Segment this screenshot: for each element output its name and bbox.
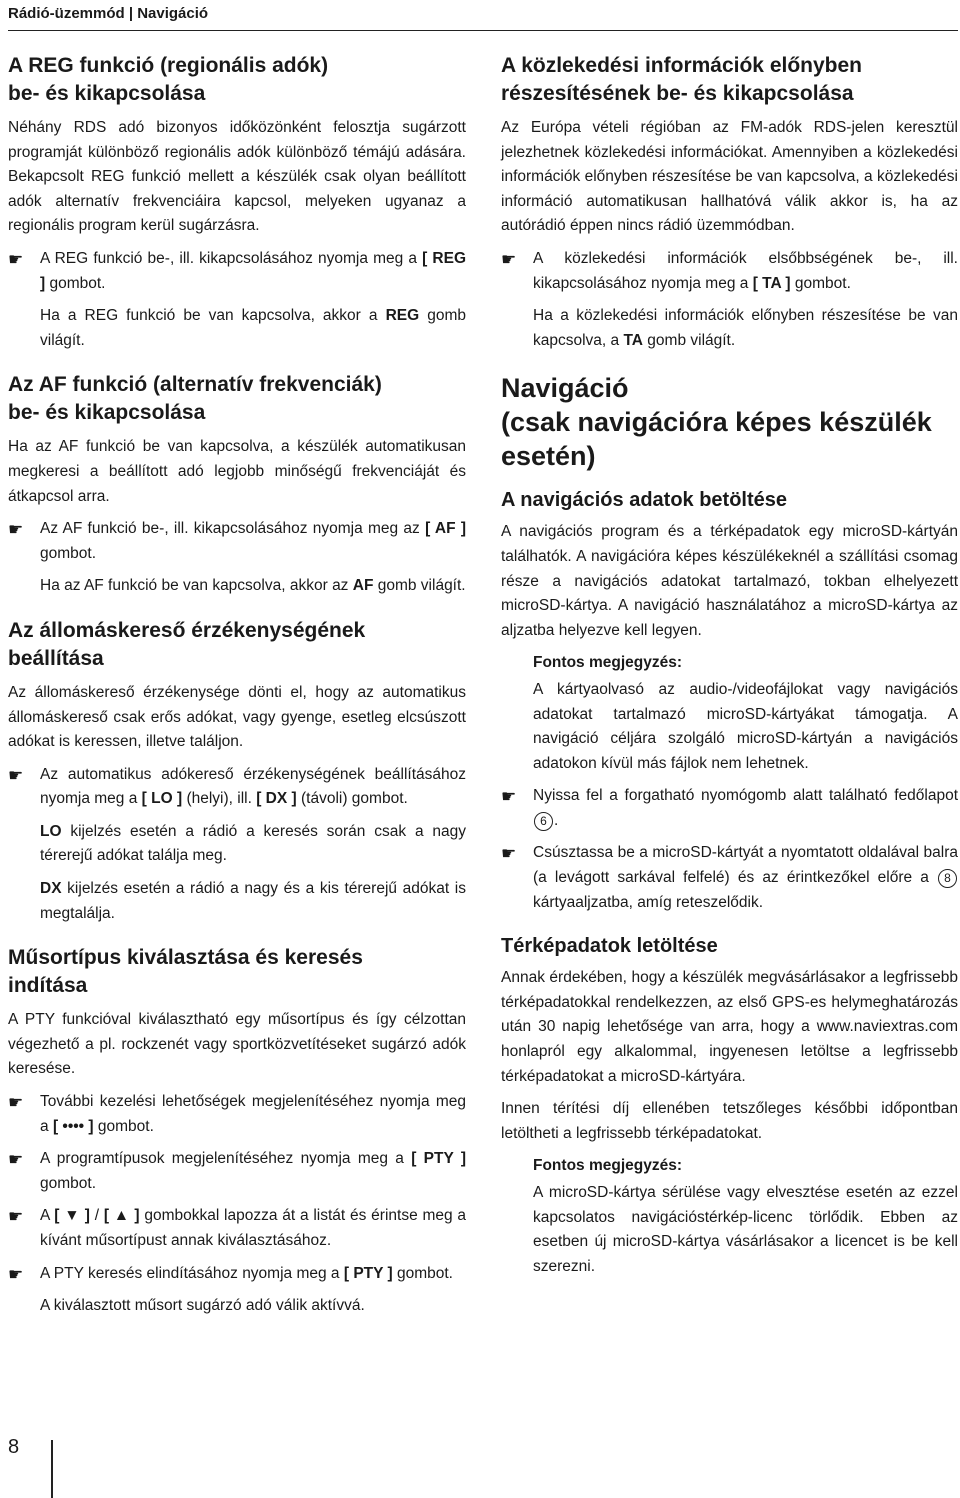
pointing-hand-icon: ☛ — [501, 787, 517, 807]
af-button-label: [ AF ] — [425, 520, 466, 538]
section-pty — [8, 944, 466, 1319]
reg-button-label: [ REG ] — [40, 249, 466, 292]
pointing-hand-icon: ☛ — [8, 249, 24, 269]
section-title: A REG funkció (regionális adók) be- és kikapcsolása — [8, 54, 329, 105]
paragraph: Innen térítési díj ellenében tetszőleges későbbi időpontban letöltheti a legfrissebb térképadatokat. — [501, 1100, 958, 1142]
section-title: Az AF funkció (alternatív frekvenciák) be- és kikapcsolása — [8, 373, 382, 425]
instruction-step: ☛ A REG funkció be-, ill. kikapcsolásához nyomja meg a [ REG ] gombot. — [8, 249, 466, 292]
instruction-step: ☛ A PTY keresés elindításához nyomja meg a [ PTY ] gombot. — [8, 1262, 466, 1287]
paragraph: Az Európa vételi régióban az FM-adók RDS-jelen keresztül jelezhetnek közlekedési információkat. Amennyiben a közlekedési információk előnyben részesítése be van kapcsolva, a közlekedési információ automatikusan hallhatóvá válik akkor is, ha az autórádió éppen nincs rádió üzemmódban. — [501, 119, 958, 235]
section-traffic-info — [501, 52, 958, 353]
step-note: Ha a REG funkció be van kapcsolva, akkor a REG gomb világít. — [40, 307, 466, 349]
instruction-step: ☛ A [ ▼ ] / [ ▲ ] gombokkal lapozza át a listát és érintse meg a kívánt műsortípust annak kiválasztásához. — [8, 1207, 467, 1249]
ta-button-label: [ TA ] — [752, 274, 791, 292]
instruction-step: ☛ Az automatikus adókereső érzékenységének beállításához nyomja meg a [ LO ] (helyi), ill. [ DX ] (távoli) gombot. — [8, 765, 466, 808]
note-heading: Fontos megjegyzés: — [533, 1157, 682, 1175]
instruction-step: ☛ Az AF funkció be-, ill. kikapcsolásához nyomja meg az [ AF ] gombot. — [8, 520, 466, 562]
step-note: A kiválasztott műsort sugárzó adó válik aktívvá. — [40, 1297, 365, 1315]
page-number: 8 — [8, 1436, 20, 1458]
step-note: LO kijelzés esetén a rádió a keresés során csak a nagy térerejű adókat találja meg. — [40, 822, 466, 865]
pointing-hand-icon: ☛ — [8, 1264, 24, 1284]
page-header — [8, 0, 958, 31]
down-button-label: [ ▼ ] — [54, 1207, 90, 1225]
step-note: Ha a közlekedési információk előnyben részesítése be van kapcsolva, a TA gomb világít. — [533, 307, 958, 349]
section-load-nav-data — [501, 487, 958, 915]
section-title: A közlekedési információk előnyben részesítésének be- és kikapcsolása — [501, 54, 862, 105]
instruction-step: ☛ Csúsztassa be a microSD-kártyát a nyomtatott oldalával balra (a levágott sarkával felfelé) és az érintkezőkel előre a 8 kártyaaljzatba, amíg reteszelődik. — [501, 844, 958, 911]
instruction-step: ☛ További kezelési lehetőségek megjelenítéséhez nyomja meg a [ •••• ] gombot. — [8, 1093, 466, 1135]
callout-number: 6 — [534, 812, 553, 831]
chapter-title: Navigáció (csak navigációra képes készülék esetén) — [501, 373, 932, 472]
step-note: Ha az AF funkció be van kapcsolva, akkor az AF gomb világít. — [40, 577, 466, 595]
pointing-hand-icon: ☛ — [501, 249, 517, 269]
section-title: Műsortípus kiválasztása és keresés indítása — [8, 946, 363, 998]
pointing-hand-icon: ☛ — [8, 1207, 24, 1227]
section-title: Térképadatok letöltése — [501, 935, 718, 958]
instruction-step: ☛ A közlekedési információk elsőbbségének be-, ill. kikapcsolásához nyomja meg a [ TA ] gombot. — [501, 249, 958, 292]
instruction-step: ☛ Nyissa fel a forgatható nyomógomb alatt található fedőlapot 6 . — [501, 787, 958, 829]
footer-divider — [51, 1440, 53, 1498]
paragraph: Néhány RDS adó bizonyos időközönként felosztja sugárzott programját különböző regionális adók különböző témájú adására. Bekapcsolt REG funkció mellett a készülék csak olyan beállított adók alternatív frekvenciáira kapcsol, melyeken ugyanaz a regionális program kerül sugárzásra. — [8, 119, 466, 235]
section-af — [8, 371, 466, 599]
pointing-hand-icon: ☛ — [8, 1150, 24, 1170]
pointing-hand-icon: ☛ — [8, 1093, 24, 1113]
note-heading: Fontos megjegyzés: — [533, 654, 682, 672]
pointing-hand-icon: ☛ — [8, 520, 24, 540]
left-column — [8, 52, 466, 1337]
paragraph: Az állomáskereső érzékenysége dönti el, hogy az automatikus állomáskereső csak erős adókat, vagy gyenge, esetleg elcsúszott adókat is keressen, illetve találjon. — [8, 683, 466, 751]
instruction-step: ☛ A programtípusok megjelenítéséhez nyomja meg a [ PTY ] gombot. — [8, 1150, 466, 1192]
paragraph: Ha az AF funkció be van kapcsolva, a készülék automatikusan megkeresi a beállított adó legjobb minőségű frekvenciáját és átkapcsol arra. — [8, 438, 466, 505]
callout-number: 8 — [938, 869, 957, 888]
section-sensitivity — [8, 617, 466, 926]
paragraph: A PTY funkcióval kiválasztható egy műsortípus és így célzottan végezhető a pl. rockzenét vagy sportközvetítéseket sugárzó adók keresése. — [8, 1011, 466, 1078]
paragraph: Annak érdekében, hogy a készülék megvásárlásakor a legfrissebb térképadatokkal rendelkezzen, az első GPS-es helymeghatározás után 30 napig lehetősége van arra, hogy a www.naviextras.com honlapról egy alkalommal, ingyenesen letöltse a legfrissebb térképadatokat a microSD-kártyára. — [501, 969, 958, 1085]
section-reg — [8, 52, 466, 353]
up-button-label: [ ▲ ] — [103, 1207, 140, 1225]
paragraph: A navigációs program és a térképadatok egy microSD-kártyán találhatók. A navigációra képes készülékeknél a szállítási csomag része a navigációs adatokat tartalmazó, tokban elhelyezett microSD-kártya. A navigáció használatához a microSD-kártya az aljzatba helyezve kell legyen. — [501, 523, 958, 639]
right-column — [501, 52, 958, 1297]
step-note: DX kijelzés esetén a rádió a nagy és a kis térerejű adókat is megtalálja. — [40, 880, 466, 922]
pointing-hand-icon: ☛ — [501, 844, 517, 864]
note-text: A microSD-kártya sérülése vagy elvesztése esetén az ezzel kapcsolatos navigációstérkép-licenc törlődik. Ebben az esetben új microSD-kártya vásárlásakor a licencet is be kell szerezni. — [533, 1184, 958, 1275]
pointing-hand-icon: ☛ — [8, 765, 24, 785]
note-text: A kártyaolvasó az audio-/videofájlokat vagy navigációs adatokat tartalmazó microSD-kártyákat támogatja. A navigáció céljára szolgáló microSD-kártyán a navigációs adatokon kívül más fájlok nem lehetnek. — [533, 680, 958, 772]
section-title: A navigációs adatok betöltése — [501, 489, 788, 512]
section-map-download — [501, 933, 958, 1279]
section-title: Az állomáskereső érzékenységének beállítása — [8, 618, 366, 670]
header-title: Rádió-üzemmód | Navigáció — [8, 5, 209, 22]
